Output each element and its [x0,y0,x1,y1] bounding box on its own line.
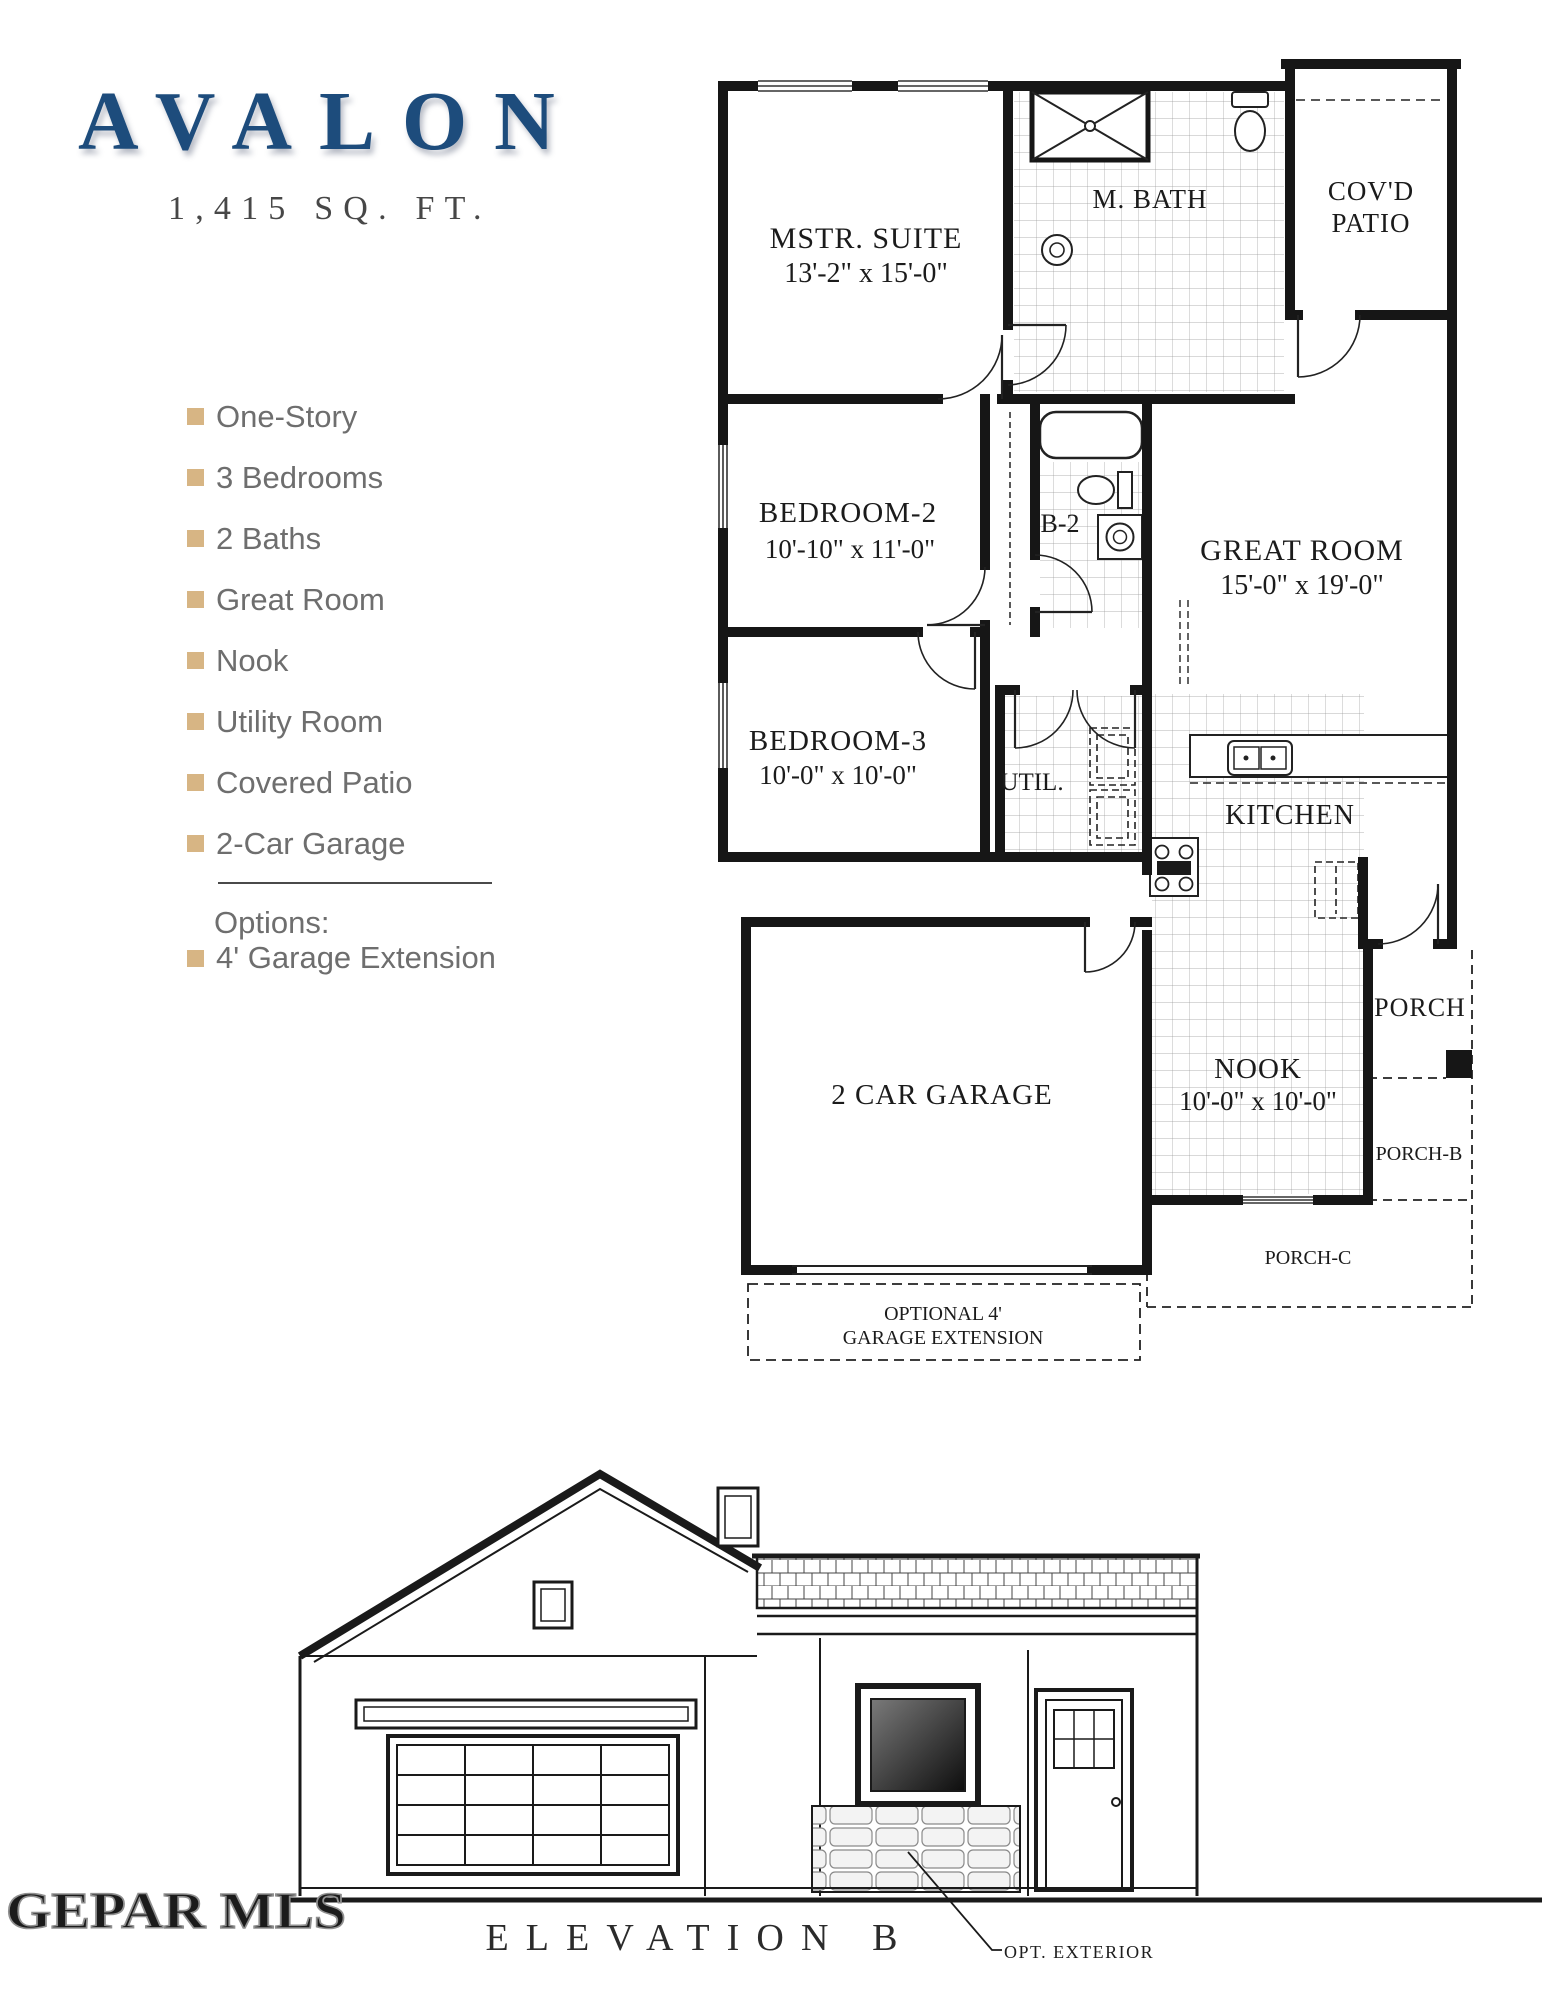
bullet-icon [187,713,204,730]
page-title: AVALON [78,75,582,168]
bullet-icon [187,950,204,967]
feature-label: Nook [216,642,289,678]
elevation-label: ELEVATION B [485,1917,915,1959]
feature-label: Great Room [216,581,385,617]
feature-item [187,508,412,569]
room-label-util: UTIL. [1000,769,1064,796]
room-label-bedroom3: BEDROOM-3 [748,725,928,757]
room-label-kitchen: KITCHEN [1225,800,1355,831]
feature-label: 2-Car Garage [216,825,406,861]
label-optional-ext-1: OPTIONAL 4' [884,1303,1002,1325]
shower [1032,92,1148,160]
stone-veneer [812,1806,1020,1892]
bullet-icon [187,591,204,608]
room-dim-bedroom3: 10'-0" x 10'-0" [759,760,917,790]
feature-label: 2 Baths [216,520,322,556]
options-divider [218,882,492,884]
watermark [2,1880,372,1942]
stove [1150,838,1198,896]
toilet [1232,92,1268,151]
square-footage: 1,415 SQ. FT. [168,190,492,227]
porch-column [1446,1050,1472,1078]
room-label-covd-patio-2: PATIO [1331,208,1411,238]
bullet-icon [187,469,204,486]
option-label: 4' Garage Extension [216,940,496,975]
sink [1042,235,1072,265]
room-label-bedroom2: BEDROOM-2 [758,497,938,529]
room-label-porch: PORCH [1374,993,1466,1022]
elevation-lines [288,1474,1542,1950]
room-label-covd-patio-1: COV'D [1327,176,1415,206]
room-dim-bedroom2: 10'-10" x 11'-0" [764,534,936,564]
bullet-icon [187,652,204,669]
bullet-icon [187,774,204,791]
room-dim-mstr-suite: 13'-2" x 15'-0" [784,258,948,289]
feature-item [187,752,412,813]
room-label-nook: NOOK [1214,1053,1302,1085]
toilet [1078,472,1132,508]
bullet-icon [187,835,204,852]
room-label-m-bath: M. BATH [1092,184,1208,214]
opt-exterior-note: OPT. EXTERIOR [1004,1942,1155,1962]
front-window [858,1686,978,1804]
bullet-icon [187,530,204,547]
room-label-porch-c: PORCH-C [1264,1247,1352,1269]
option-item [187,942,496,974]
feature-item [187,386,412,447]
entry-door [1036,1690,1132,1890]
room-label-garage: 2 CAR GARAGE [831,1079,1053,1111]
feature-label: 3 Bedrooms [216,459,384,495]
feature-item [187,630,412,691]
kitchen-counter [1190,735,1452,783]
room-label-b2: B-2 [1040,509,1080,538]
feature-label: Covered Patio [216,764,413,800]
feature-item [187,813,412,874]
floor-plan [700,50,1500,1380]
garage-door [388,1736,678,1874]
room-dim-nook: 10'-0" x 10'-0" [1179,1086,1337,1116]
options-heading: Options: [214,905,330,940]
bathtub [1040,412,1142,458]
bullet-icon [187,408,204,425]
feature-item [187,569,412,630]
feature-item [187,691,412,752]
feature-item [187,447,412,508]
feature-list [187,386,412,874]
sink [1098,515,1142,559]
watermark-text: GEPAR MLS [6,1883,346,1940]
room-label-porch-b: PORCH-B [1375,1143,1463,1165]
feature-label: Utility Room [216,703,384,739]
room-dim-great-room: 15'-0" x 19'-0" [1220,570,1384,601]
room-label-great-room: GREAT ROOM [1200,534,1404,567]
elevation-drawing [270,1440,1545,1980]
feature-label: One-Story [216,398,358,434]
room-label-mstr-suite: MSTR. SUITE [769,222,963,255]
label-optional-ext-2: GARAGE EXTENSION [842,1327,1044,1349]
